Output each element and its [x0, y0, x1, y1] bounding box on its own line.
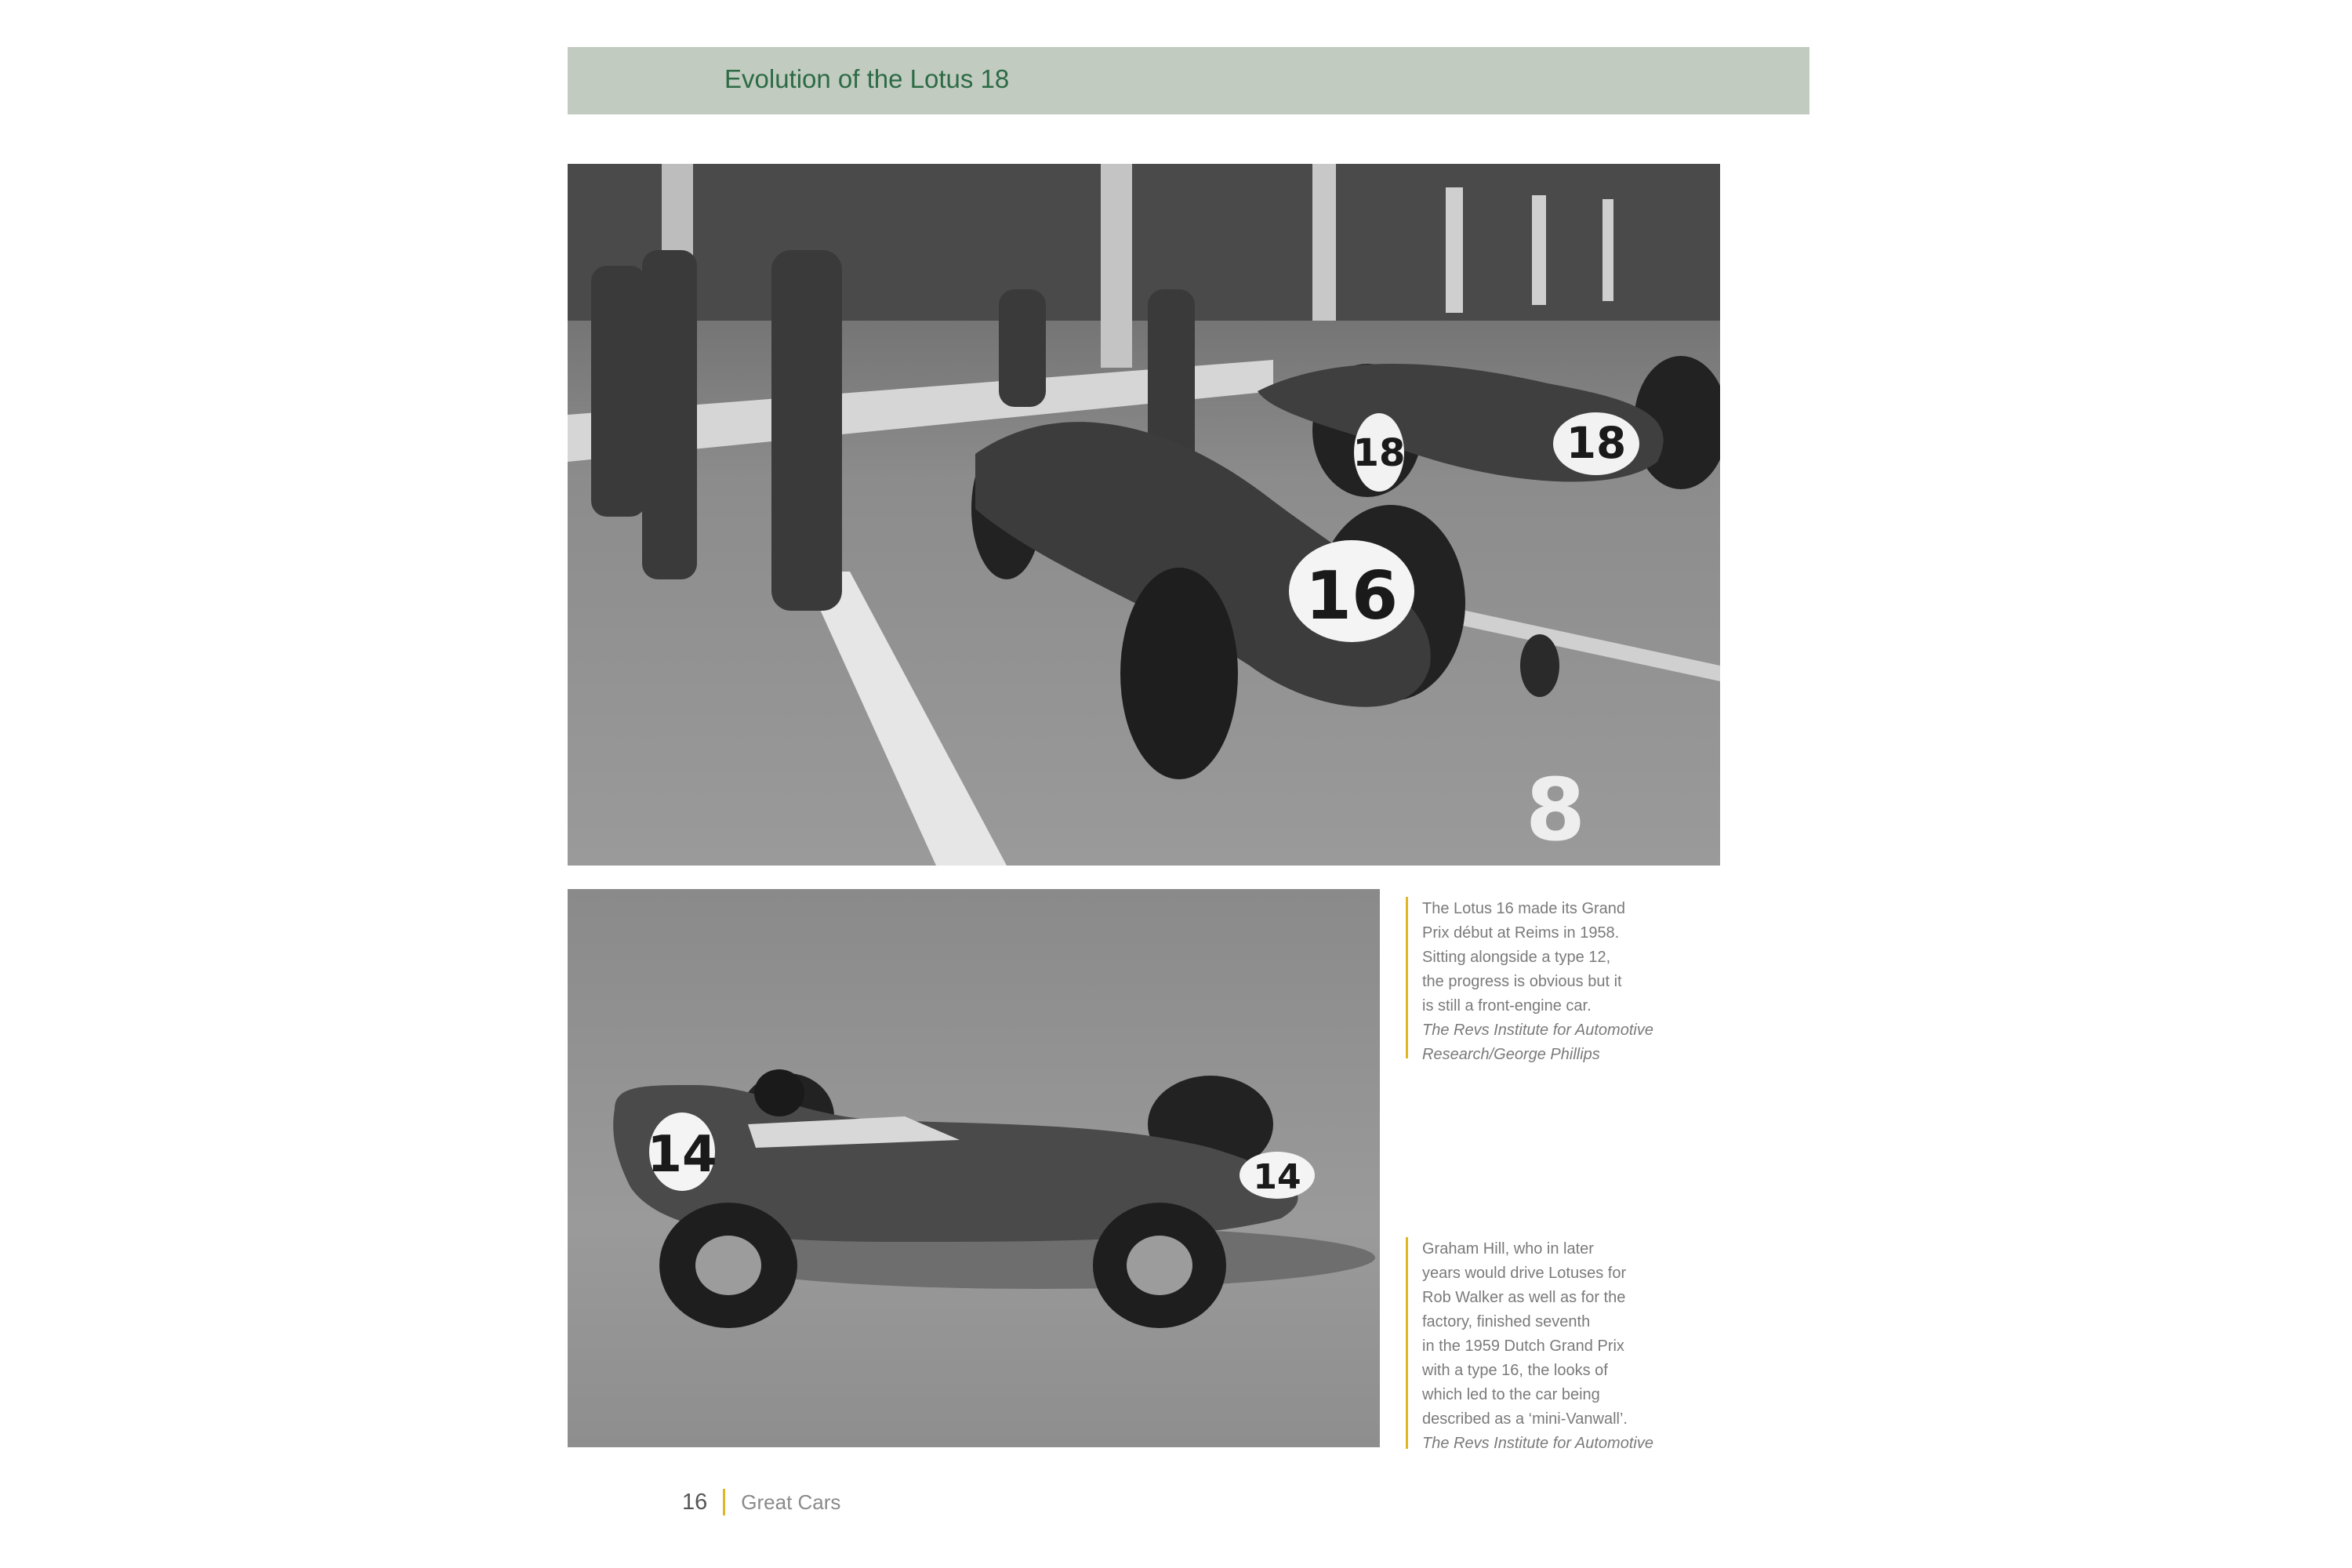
race-car-photo [568, 889, 1380, 1447]
page-footer [682, 1486, 840, 1518]
car-number-14-nose: 14 [1253, 1157, 1301, 1197]
pit-box-marking: 8 [1525, 760, 1586, 860]
caption-line: Prix début at Reims in 1958. [1422, 924, 1620, 942]
caption-lotus-16-reims [1406, 897, 1653, 1063]
caption-line: with a type 16, the looks of [1422, 1362, 1608, 1379]
running-title: Great Cars [741, 1490, 841, 1514]
caption-line: is still a front-engine car. [1422, 997, 1592, 1014]
photo-credit: The Revs Institute for Automotive [1422, 1435, 1653, 1449]
caption-graham-hill [1406, 1237, 1653, 1449]
caption-line: years would drive Lotuses for [1422, 1265, 1627, 1282]
caption-line: Sitting alongside a type 12, [1422, 949, 1611, 966]
caption-line: in the 1959 Dutch Grand Prix [1422, 1338, 1624, 1355]
caption-line: described as a ‘mini-Vanwall’. [1422, 1410, 1628, 1428]
photo-credit: The Revs Institute for Automotive [1422, 1022, 1653, 1039]
car-number-18-side: 18 [1352, 431, 1406, 475]
photo-credit: Research/George Phillips [1422, 1046, 1600, 1063]
caption-line: factory, finished seventh [1422, 1313, 1591, 1330]
car-number-18-nose: 18 [1566, 418, 1627, 468]
page-number: 16 [682, 1489, 708, 1515]
footer-divider [723, 1489, 725, 1515]
caption-line: Graham Hill, who in later [1422, 1240, 1594, 1258]
caption-line: the progress is obvious but it [1422, 973, 1622, 990]
caption-line: which led to the car being [1422, 1386, 1600, 1403]
chapter-title: Evolution of the Lotus 18 [724, 64, 1010, 93]
chapter-header-band [568, 47, 1809, 114]
caption-line: The Lotus 16 made its Grand [1422, 900, 1626, 917]
car-number-16: 16 [1305, 557, 1399, 635]
car-number-14-tail: 14 [647, 1126, 717, 1184]
pit-lane-photo [568, 164, 1720, 866]
caption-line: Rob Walker as well as for the [1422, 1289, 1626, 1306]
